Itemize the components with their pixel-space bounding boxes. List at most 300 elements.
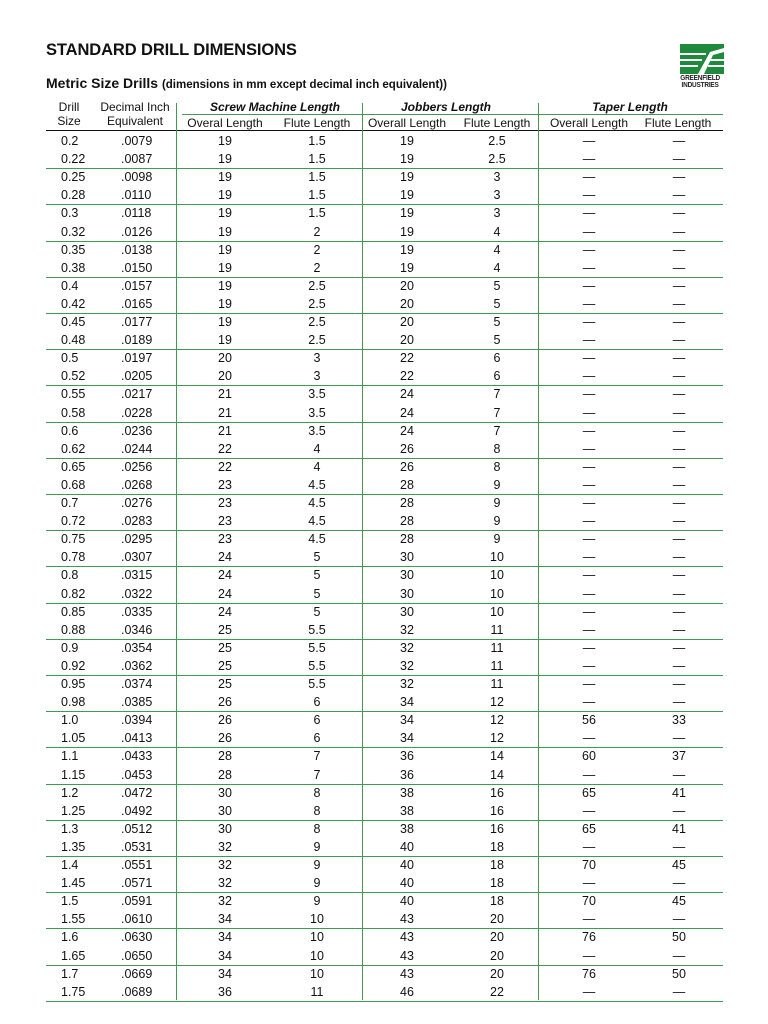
cell-jobbers-overall: 34	[400, 713, 414, 728]
cell-screw-overall: 22	[218, 441, 232, 456]
cell-decimal-inch: .0669	[121, 966, 153, 981]
table-row	[0, 277, 768, 295]
cell-jobbers-overall: 22	[400, 369, 414, 384]
cell-jobbers-flute: 3	[493, 188, 501, 203]
table-row	[0, 150, 768, 168]
cell-screw-flute: 2	[313, 224, 321, 239]
cell-taper-flute: —	[672, 532, 686, 547]
cell-drill-size: 1.75	[61, 984, 86, 999]
cell-taper-flute: —	[672, 839, 686, 854]
cell-decimal-inch: .0268	[121, 477, 153, 492]
cell-decimal-inch: .0472	[121, 785, 153, 800]
cell-decimal-inch: .0276	[121, 496, 153, 510]
cell-jobbers-flute: 5	[493, 278, 501, 293]
cell-taper-flute: —	[672, 622, 686, 637]
cell-drill-size: 0.28	[61, 188, 86, 203]
cell-screw-flute: 5.5	[308, 640, 326, 655]
cell-jobbers-flute: 20	[490, 912, 504, 927]
cell-screw-overall: 32	[218, 876, 232, 891]
table-row	[0, 186, 768, 204]
cell-taper-flute: —	[672, 731, 686, 746]
cell-screw-overall: 28	[218, 767, 232, 782]
table-row	[0, 476, 768, 494]
table-row	[0, 983, 768, 1001]
cell-drill-size: 0.72	[61, 514, 86, 529]
cell-taper-overall: —	[582, 260, 596, 275]
cell-decimal-inch: .0295	[121, 532, 153, 547]
cell-jobbers-overall: 19	[400, 188, 414, 203]
cell-screw-flute: 2.5	[308, 315, 326, 329]
header-drill-size-line2: Size	[57, 114, 81, 128]
cell-taper-overall: —	[582, 622, 596, 637]
header-taper-overall: Overall Length	[549, 116, 629, 130]
cell-jobbers-overall: 38	[400, 785, 414, 800]
cell-screw-overall: 21	[218, 423, 232, 438]
cell-jobbers-flute: 2.5	[488, 152, 506, 167]
cell-screw-flute: 5.5	[308, 677, 326, 691]
cell-screw-flute: 5	[313, 568, 321, 583]
cell-decimal-inch: .0197	[121, 351, 153, 366]
cell-decimal-inch: .0307	[121, 550, 153, 565]
cell-jobbers-overall: 19	[400, 260, 414, 275]
cell-jobbers-flute: 4	[493, 260, 501, 275]
cell-screw-overall: 32	[218, 894, 232, 909]
cell-screw-overall: 34	[218, 930, 232, 945]
table-row	[0, 512, 768, 530]
cell-jobbers-overall: 38	[400, 803, 414, 818]
cell-screw-overall: 30	[218, 803, 232, 818]
cell-jobbers-overall: 32	[400, 677, 414, 691]
cell-taper-overall: —	[582, 441, 596, 456]
cell-taper-overall: —	[582, 767, 596, 782]
cell-taper-flute: —	[672, 152, 686, 167]
cell-screw-flute: 2.5	[308, 296, 326, 311]
cell-jobbers-overall: 40	[400, 876, 414, 891]
cell-screw-overall: 30	[218, 821, 232, 836]
cell-jobbers-flute: 6	[493, 369, 501, 384]
table-row	[0, 675, 768, 693]
table-row	[0, 892, 768, 910]
cell-jobbers-flute: 12	[490, 713, 504, 728]
jobbers-group-rule	[362, 114, 538, 115]
cell-screw-flute: 10	[310, 912, 324, 927]
cell-jobbers-overall: 46	[400, 984, 414, 999]
cell-taper-overall: —	[582, 423, 596, 438]
cell-taper-overall: —	[582, 984, 596, 999]
table-row	[0, 838, 768, 856]
cell-taper-flute: —	[672, 496, 686, 510]
cell-screw-overall: 26	[218, 713, 232, 728]
cell-drill-size: 0.62	[61, 441, 86, 456]
cell-jobbers-flute: 5	[493, 315, 501, 329]
cell-decimal-inch: .0362	[121, 658, 153, 673]
cell-taper-overall: —	[582, 803, 596, 818]
greenfield-logo	[678, 44, 726, 92]
cell-jobbers-overall: 26	[400, 441, 414, 456]
cell-taper-overall: —	[582, 839, 596, 854]
cell-drill-size: 0.6	[61, 423, 79, 438]
cell-screw-overall: 23	[218, 477, 232, 492]
cell-screw-overall: 19	[218, 152, 232, 167]
subtitle-main: Metric Size Drills	[46, 75, 159, 91]
cell-taper-overall: —	[582, 206, 596, 221]
cell-jobbers-overall: 30	[400, 604, 414, 619]
cell-screw-flute: 3	[313, 351, 321, 366]
cell-jobbers-overall: 30	[400, 550, 414, 565]
cell-drill-size: 0.98	[61, 695, 86, 710]
table-row	[0, 440, 768, 458]
cell-screw-overall: 34	[218, 912, 232, 927]
table-row	[0, 132, 768, 150]
cell-taper-overall: —	[582, 296, 596, 311]
cell-drill-size: 0.85	[61, 604, 86, 619]
cell-taper-overall: 65	[582, 821, 596, 836]
table-row	[0, 422, 768, 440]
cell-decimal-inch: .0256	[121, 459, 153, 474]
section-subtitle	[46, 75, 447, 91]
cell-taper-overall: —	[582, 658, 596, 673]
logo-line-1: GREENFIELD	[680, 75, 720, 82]
cell-taper-flute: —	[672, 658, 686, 673]
cell-decimal-inch: .0453	[121, 767, 153, 782]
cell-screw-flute: 3	[313, 369, 321, 384]
cell-jobbers-overall: 19	[400, 242, 414, 257]
cell-drill-size: 0.65	[61, 459, 86, 474]
greenfield-logo-icon	[680, 44, 724, 74]
cell-decimal-inch: .0236	[121, 423, 153, 438]
cell-jobbers-overall: 28	[400, 514, 414, 529]
cell-taper-flute: —	[672, 640, 686, 655]
cell-taper-overall: —	[582, 170, 596, 185]
cell-jobbers-flute: 18	[490, 876, 504, 891]
cell-taper-overall: —	[582, 876, 596, 891]
table-row	[0, 693, 768, 711]
cell-taper-flute: —	[672, 459, 686, 474]
cell-taper-flute: —	[672, 477, 686, 492]
cell-drill-size: 0.35	[61, 242, 86, 257]
cell-drill-size: 1.6	[61, 930, 79, 945]
cell-screw-overall: 19	[218, 134, 232, 148]
table-row	[0, 784, 768, 802]
cell-screw-overall: 19	[218, 278, 232, 293]
cell-taper-flute: 45	[672, 894, 686, 909]
cell-taper-flute: —	[672, 315, 686, 329]
cell-jobbers-flute: 4	[493, 242, 501, 257]
cell-taper-overall: —	[582, 405, 596, 420]
cell-jobbers-overall: 19	[400, 206, 414, 221]
cell-jobbers-overall: 20	[400, 333, 414, 348]
cell-taper-flute: —	[672, 550, 686, 565]
cell-taper-flute: —	[672, 695, 686, 710]
cell-decimal-inch: .0205	[121, 369, 153, 384]
cell-decimal-inch: .0110	[121, 188, 152, 203]
cell-jobbers-flute: 10	[490, 604, 504, 619]
cell-decimal-inch: .0283	[121, 514, 153, 529]
cell-drill-size: 1.65	[61, 948, 86, 963]
cell-drill-size: 1.0	[61, 713, 79, 728]
cell-drill-size: 1.2	[61, 785, 79, 800]
header-jobbers-flute: Flute Length	[463, 116, 531, 130]
screw-group-rule	[182, 114, 362, 115]
cell-taper-overall: —	[582, 550, 596, 565]
cell-drill-size: 0.9	[61, 640, 79, 655]
cell-decimal-inch: .0118	[121, 206, 152, 221]
cell-screw-overall: 26	[218, 731, 232, 746]
cell-screw-flute: 7	[313, 767, 321, 782]
cell-jobbers-overall: 26	[400, 459, 414, 474]
cell-screw-overall: 20	[218, 351, 232, 366]
cell-taper-overall: —	[582, 188, 596, 203]
header-taper-length: Taper Length	[592, 100, 668, 114]
cell-drill-size: 1.15	[61, 767, 86, 782]
cell-taper-overall: —	[582, 604, 596, 619]
cell-screw-overall: 28	[218, 749, 232, 764]
cell-drill-size: 0.88	[61, 622, 86, 637]
cell-decimal-inch: .0512	[121, 821, 153, 836]
cell-jobbers-flute: 18	[490, 858, 504, 872]
cell-taper-overall: —	[582, 224, 596, 239]
table-row	[0, 204, 768, 222]
cell-screw-flute: 4.5	[308, 514, 326, 529]
table-row	[0, 603, 768, 621]
cell-taper-overall: —	[582, 351, 596, 366]
cell-jobbers-overall: 38	[400, 821, 414, 836]
cell-drill-size: 0.32	[61, 224, 86, 239]
table-row	[0, 548, 768, 566]
cell-drill-size: 0.68	[61, 477, 86, 492]
cell-taper-flute: —	[672, 677, 686, 691]
cell-decimal-inch: .0315	[121, 568, 153, 583]
cell-jobbers-overall: 28	[400, 496, 414, 510]
page-title: STANDARD DRILL DIMENSIONS	[46, 41, 297, 59]
cell-jobbers-flute: 12	[490, 695, 504, 710]
cell-screw-overall: 32	[218, 839, 232, 854]
cell-decimal-inch: .0385	[121, 695, 153, 710]
cell-jobbers-flute: 9	[493, 477, 501, 492]
cell-screw-flute: 1.5	[308, 152, 326, 167]
cell-jobbers-flute: 8	[493, 441, 501, 456]
cell-taper-overall: —	[582, 514, 596, 529]
cell-jobbers-flute: 5	[493, 296, 501, 311]
cell-taper-overall: —	[582, 459, 596, 474]
cell-drill-size: 0.42	[61, 296, 86, 311]
cell-taper-flute: —	[672, 224, 686, 239]
cell-screw-overall: 24	[218, 604, 232, 619]
cell-screw-overall: 19	[218, 333, 232, 348]
cell-screw-overall: 19	[218, 206, 232, 221]
row-pair-separator	[46, 1001, 723, 1002]
cell-drill-size: 0.75	[61, 532, 86, 547]
cell-screw-overall: 34	[218, 966, 232, 981]
cell-taper-flute: —	[672, 278, 686, 293]
cell-taper-flute: —	[672, 568, 686, 583]
cell-screw-flute: 5.5	[308, 658, 326, 673]
cell-screw-overall: 25	[218, 658, 232, 673]
cell-screw-overall: 19	[218, 260, 232, 275]
cell-taper-overall: —	[582, 134, 596, 148]
cell-jobbers-flute: 2.5	[488, 134, 506, 148]
cell-jobbers-overall: 43	[400, 966, 414, 981]
cell-jobbers-overall: 32	[400, 640, 414, 655]
cell-screw-overall: 19	[218, 188, 232, 203]
cell-taper-flute: —	[672, 260, 686, 275]
cell-drill-size: 0.4	[61, 278, 79, 293]
cell-jobbers-overall: 20	[400, 296, 414, 311]
cell-jobbers-flute: 16	[490, 785, 504, 800]
cell-jobbers-flute: 8	[493, 459, 501, 474]
cell-drill-size: 0.78	[61, 550, 86, 565]
cell-drill-size: 0.92	[61, 658, 86, 673]
cell-taper-flute: —	[672, 296, 686, 311]
cell-screw-overall: 20	[218, 369, 232, 384]
table-row	[0, 729, 768, 747]
cell-jobbers-overall: 34	[400, 731, 414, 746]
cell-screw-overall: 21	[218, 405, 232, 420]
cell-decimal-inch: .0228	[121, 405, 153, 420]
cell-jobbers-flute: 9	[493, 514, 501, 529]
cell-drill-size: 0.22	[61, 152, 86, 167]
cell-jobbers-overall: 34	[400, 695, 414, 710]
cell-screw-flute: 9	[313, 876, 321, 891]
table-row	[0, 295, 768, 313]
table-row	[0, 820, 768, 838]
cell-taper-overall: 70	[582, 858, 596, 872]
cell-drill-size: 1.7	[61, 966, 79, 981]
cell-screw-flute: 5	[313, 586, 321, 601]
cell-taper-overall: —	[582, 948, 596, 963]
cell-taper-flute: —	[672, 333, 686, 348]
cell-decimal-inch: .0138	[121, 242, 153, 257]
subtitle-note: (dimensions in mm except decimal inch equivalent))	[161, 79, 447, 91]
cell-jobbers-flute: 10	[490, 550, 504, 565]
cell-jobbers-overall: 19	[400, 170, 414, 185]
cell-screw-flute: 6	[313, 731, 321, 746]
cell-drill-size: 1.05	[61, 731, 86, 746]
cell-decimal-inch: .0244	[121, 441, 153, 456]
cell-screw-overall: 25	[218, 640, 232, 655]
cell-taper-overall: —	[582, 387, 596, 402]
cell-taper-flute: —	[672, 134, 686, 148]
table-row	[0, 766, 768, 784]
cell-taper-overall: —	[582, 496, 596, 510]
cell-decimal-inch: .0650	[121, 948, 153, 963]
cell-drill-size: 0.25	[61, 170, 86, 185]
cell-decimal-inch: .0394	[121, 713, 153, 728]
cell-taper-flute: —	[672, 876, 686, 891]
header-screw-overall: Overal Length	[187, 116, 263, 130]
cell-screw-flute: 4.5	[308, 532, 326, 547]
logo-wordmark	[678, 75, 722, 89]
cell-jobbers-flute: 3	[493, 206, 501, 221]
cell-screw-overall: 24	[218, 550, 232, 565]
cell-jobbers-flute: 3	[493, 170, 501, 185]
cell-jobbers-flute: 11	[490, 677, 504, 691]
cell-decimal-inch: .0157	[121, 278, 153, 293]
header-drill-size	[57, 100, 80, 128]
cell-screw-flute: 8	[313, 821, 321, 836]
header-decimal-inch-line2: Equivalent	[106, 114, 164, 128]
cell-decimal-inch: .0354	[121, 640, 153, 655]
cell-jobbers-overall: 43	[400, 930, 414, 945]
cell-taper-overall: —	[582, 477, 596, 492]
cell-taper-flute: 50	[672, 930, 686, 945]
cell-screw-overall: 19	[218, 315, 232, 329]
cell-decimal-inch: .0322	[121, 586, 153, 601]
cell-jobbers-flute: 9	[493, 496, 501, 510]
table-row	[0, 711, 768, 729]
logo-line-2: INDUSTRIES	[681, 82, 719, 89]
cell-drill-size: 1.55	[61, 912, 86, 927]
cell-decimal-inch: .0433	[121, 749, 153, 764]
cell-decimal-inch: .0087	[121, 152, 153, 167]
cell-screw-flute: 2	[313, 260, 321, 275]
cell-jobbers-flute: 7	[493, 387, 501, 402]
cell-screw-overall: 23	[218, 514, 232, 529]
cell-decimal-inch: .0189	[121, 333, 153, 348]
table-row	[0, 168, 768, 186]
cell-decimal-inch: .0551	[121, 858, 153, 872]
table-row	[0, 223, 768, 241]
cell-jobbers-overall: 43	[400, 912, 414, 927]
cell-jobbers-flute: 11	[490, 622, 504, 637]
cell-taper-overall: 56	[582, 713, 596, 728]
cell-decimal-inch: .0150	[121, 260, 153, 275]
cell-taper-flute: 41	[672, 821, 686, 836]
cell-taper-flute: —	[672, 242, 686, 257]
cell-taper-flute: 50	[672, 966, 686, 981]
cell-decimal-inch: .0374	[121, 677, 153, 691]
cell-jobbers-overall: 24	[400, 423, 414, 438]
cell-jobbers-flute: 9	[493, 532, 501, 547]
cell-decimal-inch: .0098	[121, 170, 153, 185]
table-row	[0, 747, 768, 765]
table-row	[0, 458, 768, 476]
cell-screw-flute: 10	[310, 966, 324, 981]
cell-taper-flute: —	[672, 984, 686, 999]
table-row	[0, 566, 768, 584]
cell-taper-overall: —	[582, 369, 596, 384]
cell-decimal-inch: .0531	[121, 839, 153, 854]
cell-screw-flute: 9	[313, 839, 321, 854]
cell-taper-overall: —	[582, 912, 596, 927]
table-row	[0, 928, 768, 946]
cell-jobbers-flute: 10	[490, 586, 504, 601]
table-row	[0, 530, 768, 548]
header-underline	[46, 130, 723, 131]
cell-screw-flute: 1.5	[308, 170, 326, 185]
cell-taper-overall: —	[582, 152, 596, 167]
cell-drill-size: 1.5	[61, 894, 79, 909]
cell-screw-flute: 7	[313, 749, 321, 764]
cell-screw-overall: 26	[218, 695, 232, 710]
cell-taper-flute: —	[672, 188, 686, 203]
cell-jobbers-overall: 24	[400, 387, 414, 402]
cell-drill-size: 0.48	[61, 333, 86, 348]
cell-jobbers-overall: 40	[400, 858, 414, 872]
cell-screw-flute: 10	[310, 930, 324, 945]
cell-screw-overall: 19	[218, 242, 232, 257]
cell-screw-overall: 24	[218, 568, 232, 583]
cell-taper-overall: —	[582, 315, 596, 329]
table-row	[0, 385, 768, 403]
cell-screw-overall: 24	[218, 586, 232, 601]
cell-drill-size: 0.58	[61, 405, 86, 420]
table-row	[0, 657, 768, 675]
cell-screw-flute: 3.5	[308, 423, 326, 438]
cell-taper-overall: —	[582, 586, 596, 601]
cell-screw-flute: 9	[313, 894, 321, 909]
table-row	[0, 313, 768, 331]
